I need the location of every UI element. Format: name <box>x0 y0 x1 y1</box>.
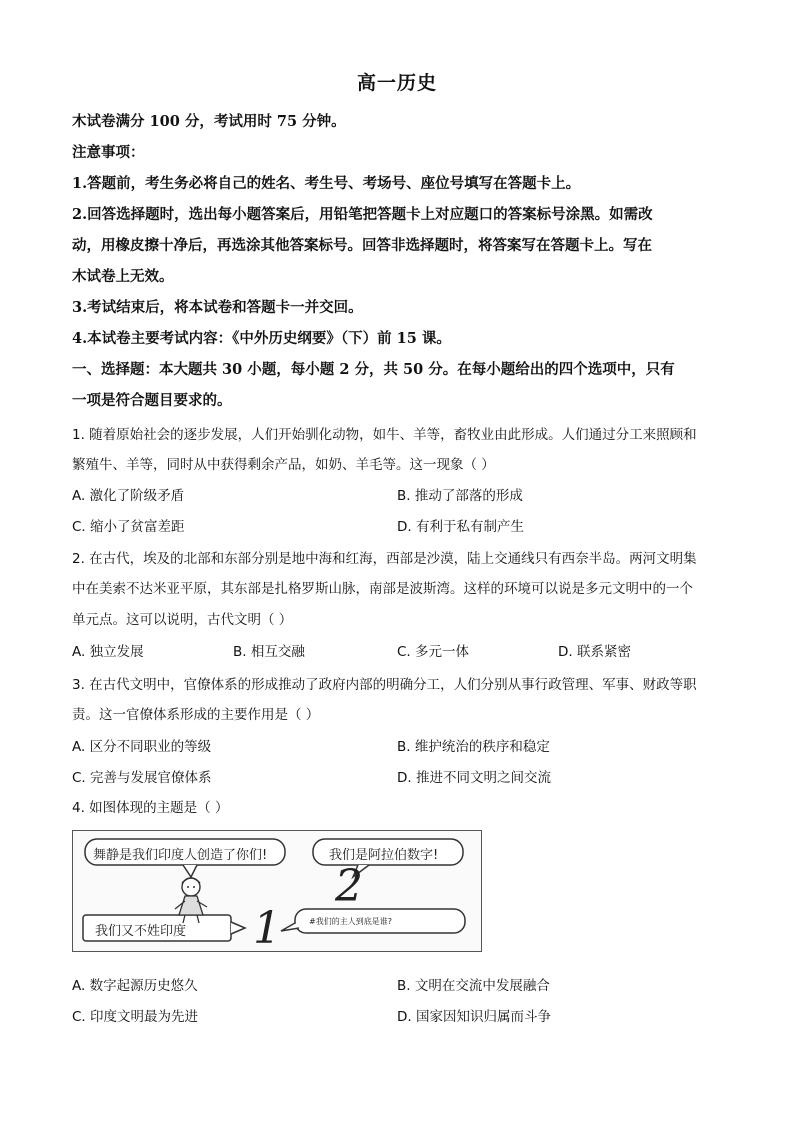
bubble-bottom-left-tail <box>231 922 245 934</box>
question-3-option-b[interactable]: B. 维护统治的秩序和稳定 <box>397 739 550 755</box>
notice-item-2-end: 木试卷上无效。 <box>72 268 174 285</box>
question-2-stem-cont: 中在美索不达米亚平原，其东部是扎格罗斯山脉，南部是波斯湾。这样的环境可以说是多元文明中的一个 <box>72 581 693 597</box>
question-3-option-d[interactable]: D. 推进不同文明之间交流 <box>397 770 551 786</box>
question-2-stem: 2. 在古代，埃及的北部和东部分别是地中海和红海，西部是沙漠，陆上交通线只有西奈半岛。两河文明集 <box>72 551 697 567</box>
question-1-stem: 1. 随着原始社会的逐步发展，人们开始驯化动物，如牛、羊等，畜牧业由此形成。人们通过分工来照顾和 <box>72 427 697 443</box>
bubble-bottom-right-text: #我们的主人到底是谁? <box>309 917 392 926</box>
notice-item-1: 1.答题前，考生务必将自己的姓名、考生号、考场号、座位号填写在答题卡上。 <box>72 175 581 192</box>
question-4-option-a[interactable]: A. 数字起源历史悠久 <box>72 978 198 994</box>
question-1-option-c[interactable]: C. 缩小了贫富差距 <box>72 519 185 535</box>
bubble-bottom-left-text: 我们又不姓印度 <box>95 924 187 939</box>
intro-score-line: 木试卷满分 100 分，考试用时 75 分钟。 <box>72 113 346 130</box>
question-2-option-c[interactable]: C. 多元一体 <box>397 644 470 660</box>
notice-item-3: 3.考试结束后，将本试卷和答题卡一并交回。 <box>72 299 363 316</box>
question-3-stem: 3. 在古代文明中，官僚体系的形成推动了政府内部的明确分工，人们分别从事行政管理、军事、财政等职 <box>72 677 697 693</box>
bubble-top-left-tail <box>183 865 197 877</box>
question-4-stem: 4. 如图体现的主题是（ ） <box>72 800 229 816</box>
notice-label: 注意事项： <box>72 144 145 161</box>
question-2-option-b[interactable]: B. 相互交融 <box>233 644 305 660</box>
bubble-top-right-text: 我们是阿拉伯数字! <box>329 848 439 863</box>
bubble-top-left-text: 舞静是我们印度人创造了你们! <box>93 848 268 863</box>
section-heading: 一、选择题：本大题共 30 小题，每小题 2 分，共 50 分。在每小题给出的四个选项中，只有 <box>72 361 675 378</box>
question-1-option-b[interactable]: B. 推动了部落的形成 <box>397 488 523 504</box>
notice-item-2: 2.回答选择题时，选出每小题答案后，用铅笔把答题卡上对应题口的答案标号涂黑。如需改 <box>72 206 653 223</box>
question-4-option-d[interactable]: D. 国家因知识归属而斗争 <box>397 1009 551 1025</box>
question-3-option-c[interactable]: C. 完善与发展官僚体系 <box>72 770 212 786</box>
question-2-option-a[interactable]: A. 独立发展 <box>72 644 144 660</box>
question-1-stem-cont: 繁殖牛、羊等，同时从中获得剩余产品，如奶、羊毛等。这一现象（ ） <box>72 457 495 473</box>
section-heading-cont: 一项是符合题目要求的。 <box>72 392 232 409</box>
notice-item-2-cont: 动，用橡皮擦十净后，再选涂其他答案标号。回答非选择题时，将答案写在答题卡上。写在 <box>72 237 652 254</box>
question-3-option-a[interactable]: A. 区分不同职业的等级 <box>72 739 212 755</box>
question-2-stem-end: 单元点。这可以说明，古代文明（ ） <box>72 612 293 628</box>
question-1-option-d[interactable]: D. 有利于私有制产生 <box>397 519 524 535</box>
figure-digit-one: 1 <box>253 903 281 954</box>
question-3-stem-cont: 责。这一官僚体系形成的主要作用是（ ） <box>72 707 320 723</box>
question-1-option-a[interactable]: A. 激化了阶级矛盾 <box>72 488 185 504</box>
page-title: 高一历史 <box>356 72 437 94</box>
question-2-option-d[interactable]: D. 联系紧密 <box>558 644 631 660</box>
notice-item-4: 4.本试卷主要考试内容：《中外历史纲要》（下）前 15 课。 <box>72 330 451 347</box>
question-4-option-b[interactable]: B. 文明在交流中发展融合 <box>397 978 550 994</box>
question-4-figure <box>72 830 482 952</box>
question-4-option-c[interactable]: C. 印度文明最为先进 <box>72 1009 199 1025</box>
figure-digit-two: 2 <box>335 861 363 912</box>
